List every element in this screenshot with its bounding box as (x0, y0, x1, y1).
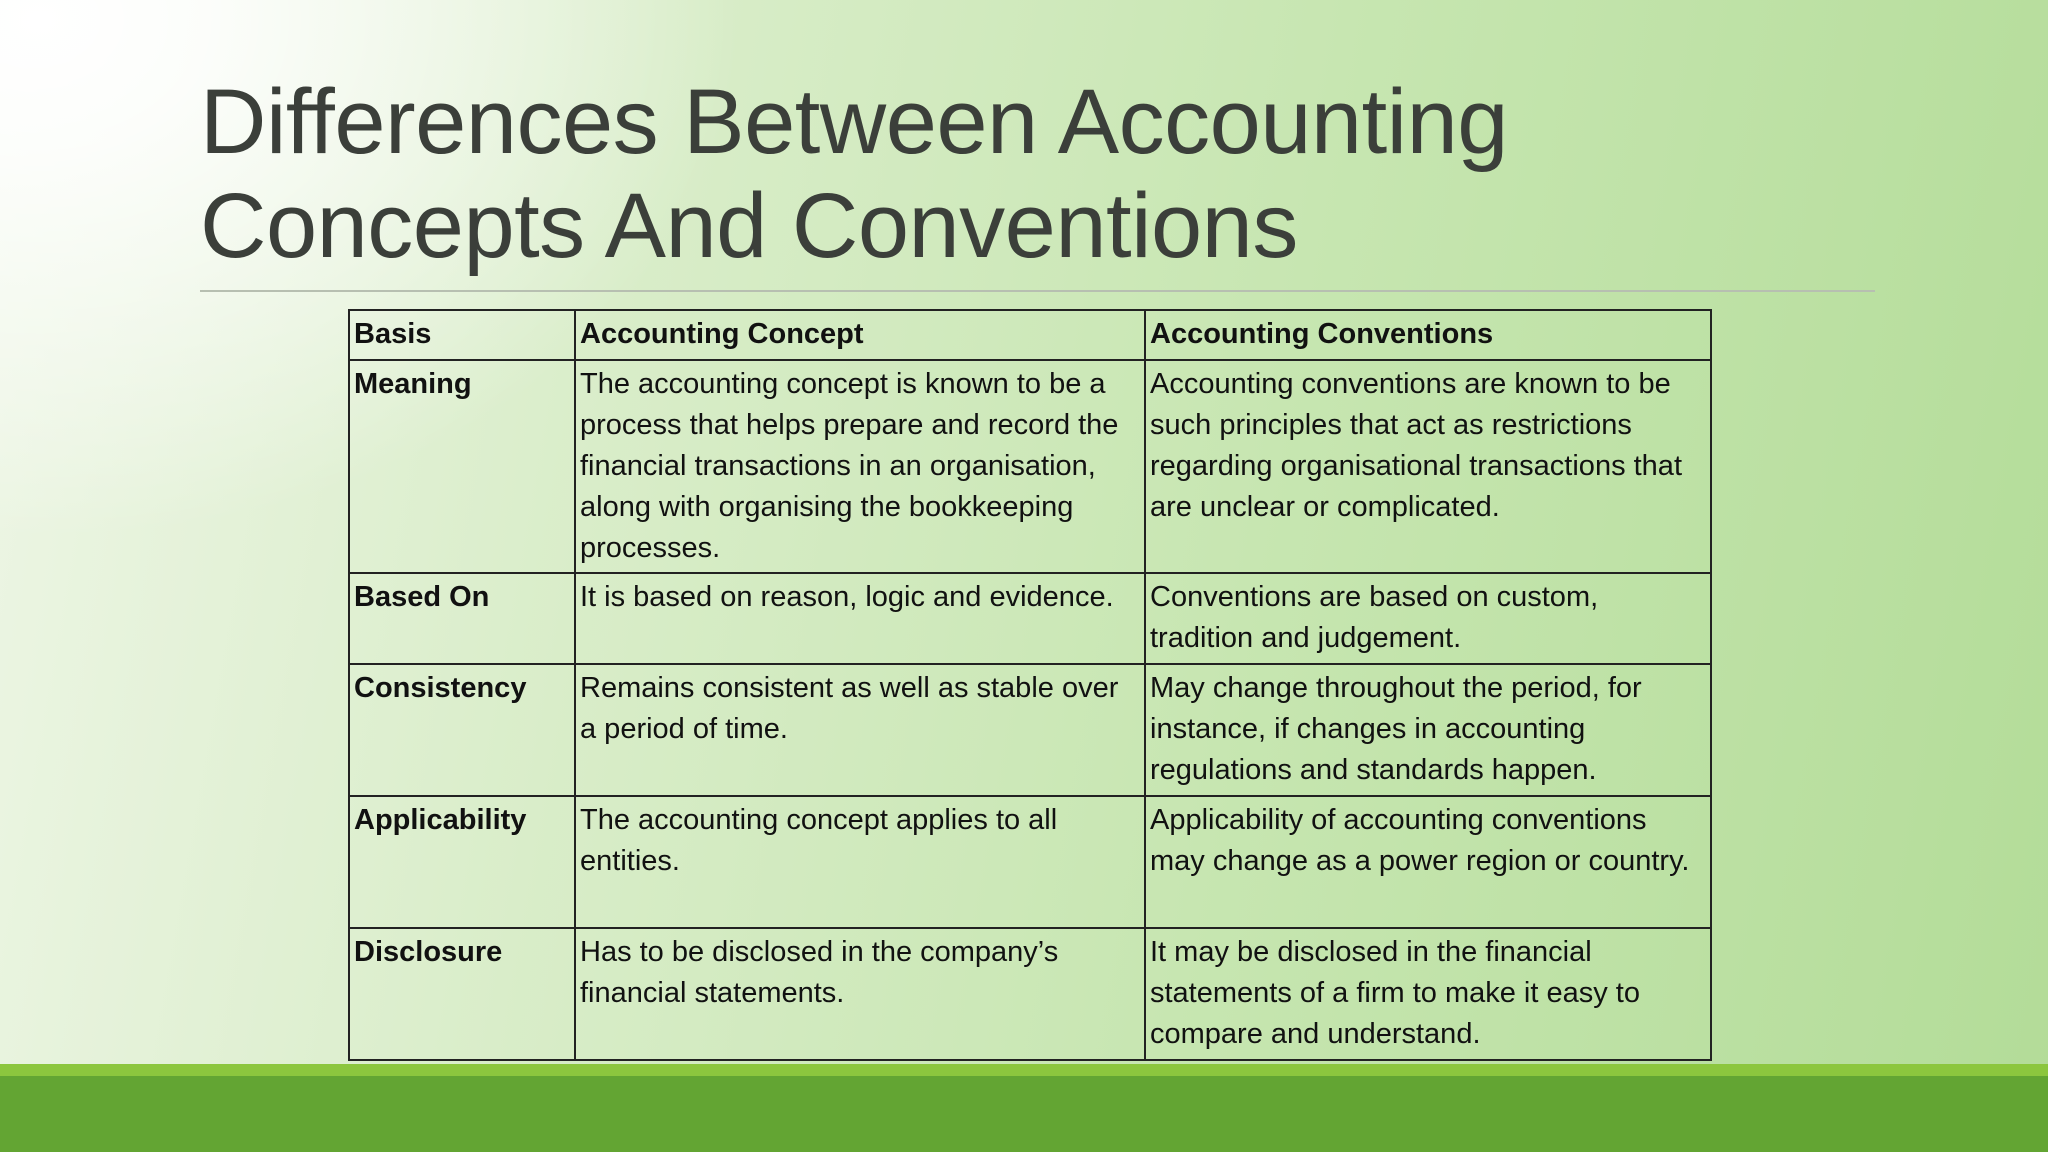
slide-title (200, 70, 1850, 278)
row-convention-cell: It may be disclosed in the financial statements of a firm to make it easy to compare and understand. (1145, 928, 1711, 1060)
footer-bar (0, 1076, 2048, 1152)
title-divider (200, 290, 1875, 292)
row-convention-cell: May change throughout the period, for instance, if changes in accounting regulations and standards happen. (1145, 664, 1711, 796)
footer-accent-strip (0, 1064, 2048, 1076)
row-concept-cell: The accounting concept applies to all entities. (575, 796, 1145, 928)
row-concept-cell: The accounting concept is known to be a process that helps prepare and record the financial transactions in an organisation, along with organising the bookkeeping processes. (575, 360, 1145, 573)
table-row (349, 360, 1711, 573)
slide-title-line-1: Differences Between Accounting (200, 71, 1508, 173)
row-basis-label: Consistency (349, 664, 575, 796)
row-basis-label: Applicability (349, 796, 575, 928)
header-accounting-concept: Accounting Concept (575, 310, 1145, 360)
table-row (349, 664, 1711, 796)
row-convention-cell: Accounting conventions are known to be such principles that act as restrictions regarding organisational transactions that are unclear or complicated. (1145, 360, 1711, 573)
row-concept-cell: Has to be disclosed in the company’s financial statements. (575, 928, 1145, 1060)
header-basis: Basis (349, 310, 575, 360)
table-row (349, 573, 1711, 664)
row-basis-label: Based On (349, 573, 575, 664)
comparison-table (348, 309, 1712, 1061)
row-convention-cell: Conventions are based on custom, tradition and judgement. (1145, 573, 1711, 664)
table-header-row (349, 310, 1711, 360)
row-basis-label: Meaning (349, 360, 575, 573)
row-concept-cell: Remains consistent as well as stable over a period of time. (575, 664, 1145, 796)
row-basis-label: Disclosure (349, 928, 575, 1060)
row-convention-cell: Applicability of accounting conventions may change as a power region or country. (1145, 796, 1711, 928)
slide-title-line-2: Concepts And Conventions (200, 175, 1298, 277)
row-concept-cell: It is based on reason, logic and evidence. (575, 573, 1145, 664)
table-row (349, 928, 1711, 1060)
header-accounting-conventions: Accounting Conventions (1145, 310, 1711, 360)
table-row (349, 796, 1711, 928)
